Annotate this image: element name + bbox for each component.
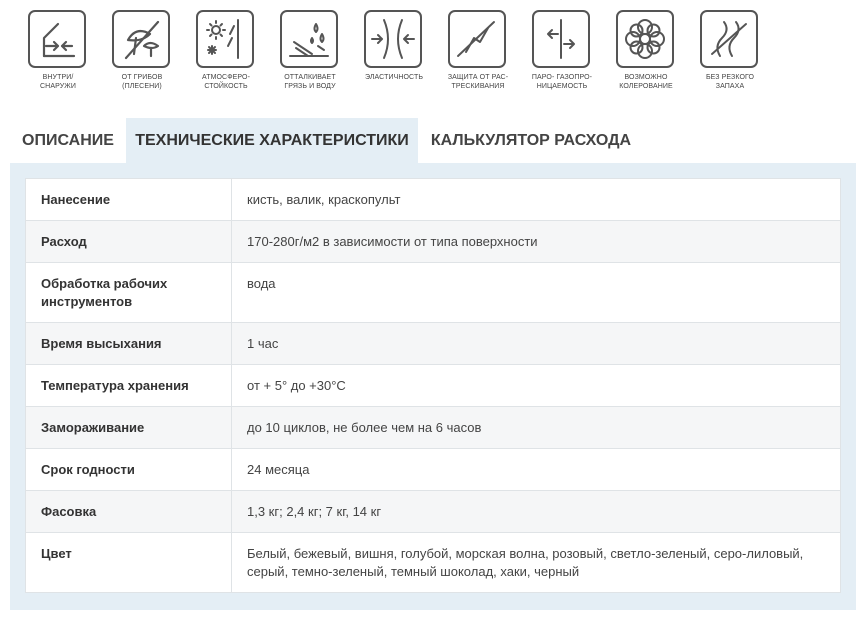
feature-elasticity xyxy=(356,10,432,95)
feature-label: БЕЗ РЕЗКОГО ЗАПАХА xyxy=(705,74,755,90)
feature-tinting xyxy=(608,10,684,95)
feature-label: ПАРО- ГАЗОПРО- НИЦАЕМОСТЬ xyxy=(531,74,593,90)
tab-bar xyxy=(10,118,856,163)
feature-label: ВНУТРИ/ СНАРУЖИ xyxy=(40,74,76,90)
spec-value: кисть, валик, краскопульт xyxy=(232,179,841,221)
feature-anti-fungus xyxy=(104,10,180,95)
feature-label: АТМОСФЕРО- СТОЙКОСТЬ xyxy=(201,74,250,90)
tab-description[interactable]: ОПИСАНИЕ xyxy=(22,132,114,149)
spec-value: 24 месяца xyxy=(232,449,841,491)
table-row xyxy=(26,263,841,323)
table-row xyxy=(26,407,841,449)
spec-key: Температура хранения xyxy=(26,365,232,407)
elasticity-icon xyxy=(364,10,422,68)
spec-key: Срок годности xyxy=(26,449,232,491)
weather-resistant-icon xyxy=(196,10,254,68)
spec-value: Белый, бежевый, вишня, голубой, морская волна, розовый, светло-зеленый, серо-лиловый, серый, темно-зеленый, темный шоколад, хаки, черный xyxy=(232,533,841,593)
spec-key: Цвет xyxy=(26,533,232,593)
specs-table xyxy=(25,178,841,593)
spec-value: до 10 циклов, не более чем на 6 часов xyxy=(232,407,841,449)
feature-label: ЭЛАСТИЧНОСТЬ xyxy=(364,74,424,81)
spec-value: 1,3 кг; 2,4 кг; 7 кг, 14 кг xyxy=(232,491,841,533)
anti-crack-icon xyxy=(448,10,506,68)
feature-label: ОТТАЛКИВАЕТ ГРЯЗЬ И ВОДУ xyxy=(284,74,336,90)
feature-icons-row xyxy=(20,10,780,95)
spec-value: 170-280г/м2 в зависимости от типа поверхности xyxy=(232,221,841,263)
spec-key: Нанесение xyxy=(26,179,232,221)
table-row xyxy=(26,533,841,593)
feature-anti-crack xyxy=(440,10,516,95)
spec-key: Время высыхания xyxy=(26,323,232,365)
specs-panel xyxy=(10,163,856,610)
spec-value: от + 5° до +30°C xyxy=(232,365,841,407)
table-row xyxy=(26,323,841,365)
spec-key: Расход xyxy=(26,221,232,263)
spec-value: вода xyxy=(232,263,841,323)
table-row xyxy=(26,491,841,533)
feature-no-odor xyxy=(692,10,768,95)
table-row xyxy=(26,449,841,491)
spec-key: Фасовка xyxy=(26,491,232,533)
tinting-flower-icon xyxy=(616,10,674,68)
spec-key: Замораживание xyxy=(26,407,232,449)
spec-key: Обработка рабочих инструментов xyxy=(26,263,232,323)
tab-calculator[interactable]: КАЛЬКУЛЯТОР РАСХОДА xyxy=(430,132,632,149)
table-row xyxy=(26,365,841,407)
feature-label: ОТ ГРИБОВ (ПЛЕСЕНИ) xyxy=(121,74,163,90)
feature-indoor-outdoor xyxy=(20,10,96,95)
feature-label: ЗАЩИТА ОТ РАС- ТРЕСКИВАНИЯ xyxy=(447,74,509,90)
feature-label: ВОЗМОЖНО КОЛЕРОВАНИЕ xyxy=(619,74,673,90)
spec-value: 1 час xyxy=(232,323,841,365)
indoor-outdoor-icon xyxy=(28,10,86,68)
table-row xyxy=(26,221,841,263)
feature-weather-resistant xyxy=(188,10,264,95)
anti-fungus-icon xyxy=(112,10,170,68)
feature-vapor-permeable xyxy=(524,10,600,95)
tab-specs[interactable]: ТЕХНИЧЕСКИЕ ХАРАКТЕРИСТИКИ xyxy=(126,118,418,163)
feature-dirt-water-repellent xyxy=(272,10,348,95)
table-row xyxy=(26,179,841,221)
vapor-permeable-icon xyxy=(532,10,590,68)
no-odor-icon xyxy=(700,10,758,68)
dirt-water-repellent-icon xyxy=(280,10,338,68)
